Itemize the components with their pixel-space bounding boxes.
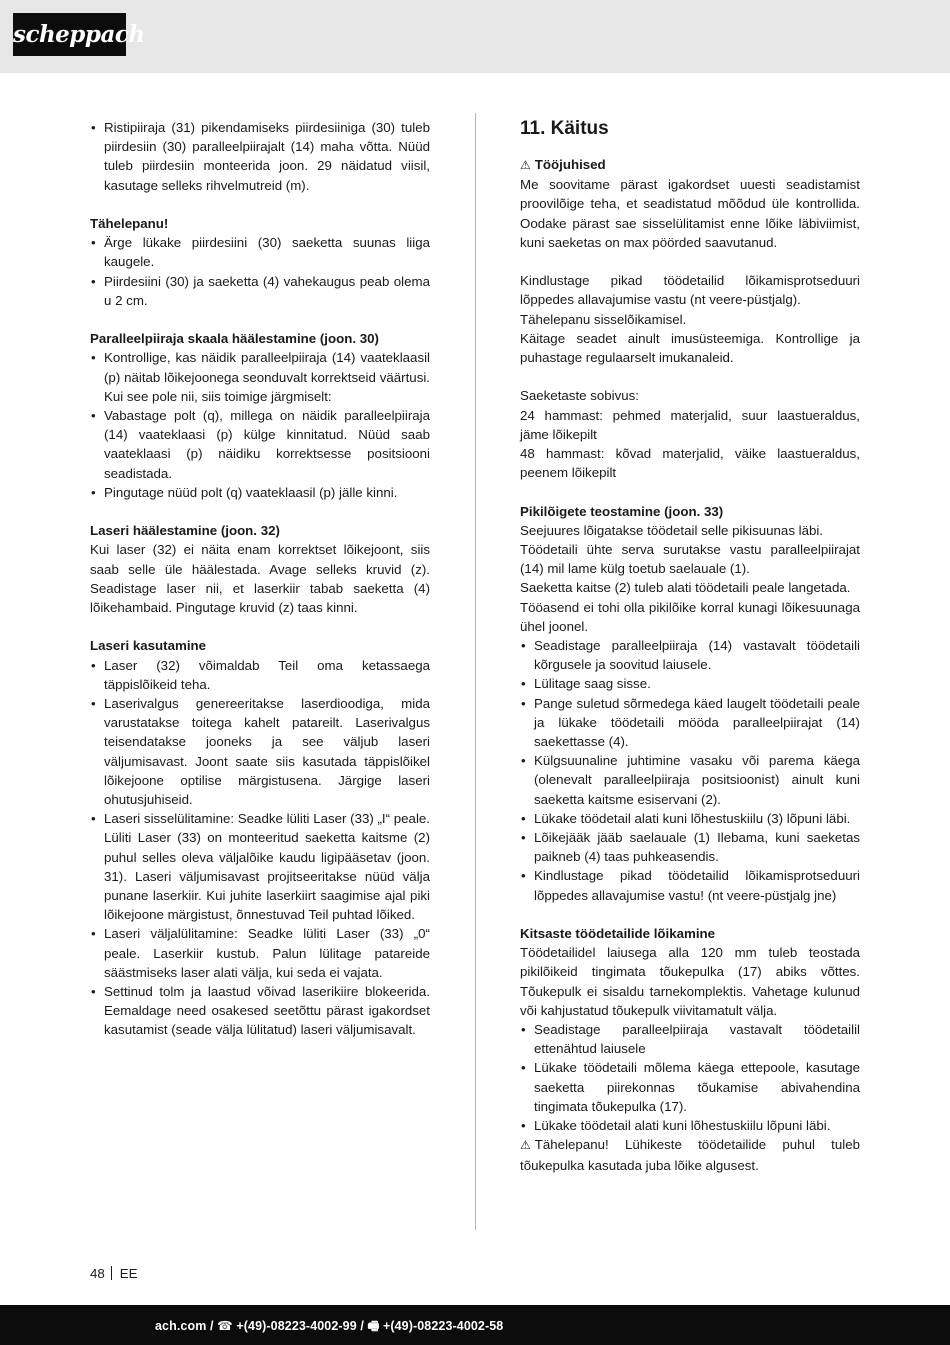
list-item: • Laseri väljalülitamine: Seadke lüliti Laser (33) „0“ peale. Laserkiir kustub. Palun lülitage patareide säästmiseks laser alati välja, kui seda ei vajata. — [90, 924, 430, 982]
work-heading-label: Tööjuhised — [534, 157, 606, 172]
list-item: • Ärge lükake piirdesiini (30) saeketta suunas liiga kaugele. — [90, 233, 430, 271]
list-item: • Settinud tolm ja laastud võivad laserikiire blokeerida. Eemaldage need osakesed seetõttu pärast igakordset kasutamist (seade välja lülitatud) laseri väljumisavalt. — [90, 982, 430, 1040]
extension-list — [90, 118, 430, 195]
list-item: • Lükake töödetaili mõlema käega ettepoole, kasutage saeketta piirekonnas tõukamise abivahendina tingimata tõukepulka (17). — [520, 1058, 860, 1116]
list-item: • Lükake töödetail alati kuni lõhestuskiilu lõpuni läbi. — [520, 1116, 860, 1135]
page-footer — [90, 1265, 138, 1283]
contact-info: ach.com / ☎ +(49)-08223-4002-99 / 🖷 +(49)-08223-4002-58 — [155, 1319, 504, 1333]
list-item: • Lülitage saag sisse. — [520, 674, 860, 693]
rip-line: Töödetaili ühte serva surutakse vastu paralleelpiirajat (14) mil lame külg toetub saelauale (1). — [520, 542, 860, 577]
blades-line: 24 hammast: pehmed materjalid, suur laastueraldus, jäme lõikepilt — [520, 407, 860, 442]
list-item: • Pingutage nüüd polt (q) vaateklaasil (p) jälle kinni. — [90, 483, 430, 502]
list-item: • Vabastage polt (q), millega on näidik paralleelpiiraja (14) vaateklaasi (p) külge kinnitatud. Nüüd saab vaateklaasi (p) näidiku korrektsesse positsiooni seadistada. — [90, 406, 430, 483]
list-item: • Kindlustage pikad töödetailid lõikamisprotseduuri lõppedes allavajumise vastu! (nt veere-püstjalg jne) — [520, 866, 860, 904]
rip-list — [520, 636, 860, 905]
narrow-heading: Kitsaste töödetailide lõikamine — [520, 926, 716, 942]
attention-list — [90, 233, 430, 310]
support-line: Käitage seadet ainult imusüsteemiga. Kontrollige ja puhastage regulaarselt imukanaleid. — [520, 330, 860, 366]
list-item: • Kontrollige, kas näidik paralleelpiiraja (14) vaateklaasil (p) näitab lõikejoonega seonduvalt korrektseid väärtusi. Kui see pole nii, siis toimige järgmiselt: — [90, 348, 430, 406]
narrow-text: Töödetailidel laiusega alla 120 mm tuleb teostada pikilõikeid tingimata tõukepulka (17) abiks võttes. Tõukepulk ei sisaldu tarnekomplektis. Vahetage kulunud või kahjustatud tõukepulk viivitamatult välja. — [520, 945, 860, 1018]
blades-line: 48 hammast: kõvad materjalid, väike laastueraldus, peenem lõikepilt — [520, 446, 860, 481]
list-item: • Pange suletud sõrmedega käed laugelt töödetaili peale ja lükake töödetaili mööda paralleelpiirajat (14) saekettasse (4). — [520, 694, 860, 752]
warning-icon: ⚠ — [520, 1138, 531, 1153]
rip-line: Saeketta kaitse (2) tuleb alati töödetaili peale langetada. — [520, 580, 851, 596]
footer-separator — [111, 1266, 112, 1280]
scale-heading: Paralleelpiiraja skaala häälestamine (joon. 30) — [90, 331, 379, 347]
laser-adjust-text: Kui laser (32) ei näita enam korrektset lõikejoont, siis saab selle üle häälestada. Avage selleks kruvid (z). Seadistage laser nii, et laserkiir tabab saeketta (4) lõikehambaid. Pingutage kruvid (z) taas kinni. — [90, 542, 430, 616]
narrow-warning — [520, 1135, 860, 1174]
list-item: • Lõikejääk jääb saelauale (1) Ilebama, kuni saeketas paikneb (4) taas puhkeasendis. — [520, 828, 860, 866]
narrow-list — [520, 1020, 860, 1135]
laser-adjust-heading: Laseri häälestamine (joon. 32) — [90, 523, 280, 539]
list-item: • Seadistage paralleelpiiraja (14) vastavalt töödetaili kõrgusele ja soovitud laiusele. — [520, 636, 860, 674]
rip-line: Tööasend ei tohi olla pikilõike korral kunagi lõikesuunaga ühel joonel. — [520, 599, 860, 634]
support-line: Kindlustage pikad töödetailid lõikamisprotseduuri lõppedes allavajumise vastu (nt veere-püstjalg). — [520, 273, 860, 308]
page-number: 48 — [90, 1266, 105, 1281]
scale-list — [90, 348, 430, 502]
section-title: 11. Käitus — [520, 118, 609, 139]
list-item: • Laserivalgus genereeritakse laserdioodiga, mida varustatakse toitega kahelt patareilt. Laserivalgus teisendatakse jooneks ja see väljub laseri väljumisavast. Joont saate siis kasutada täppislõikel lõikejoone optilise märgistusena. Järgige laseri ohutusjuhiseid. — [90, 694, 430, 809]
warning-icon: ⚠ — [520, 158, 531, 172]
column-divider — [475, 113, 476, 1230]
page-header — [0, 0, 950, 73]
list-item: • Lükake töödetail alati kuni lõhestuskiilu (3) lõpuni läbi. — [520, 809, 860, 828]
language-code: EE — [119, 1266, 138, 1281]
blades-intro: Saeketaste sobivus: — [520, 388, 640, 404]
laser-use-list — [90, 656, 430, 1040]
support-line: Tähelepanu sisselõikamisel. — [520, 311, 687, 327]
right-column — [520, 118, 860, 1175]
list-item: • Ristipiiraja (31) pikendamiseks piirdesiiniga (30) tuleb piirdesiin (30) paralleelpiirajalt (14) maha võtta. Nüüd tuleb piirdesiin monteerida joon. 29 näidatud viisil, kasutage selleks rihvelmutreid (m). — [90, 118, 430, 195]
list-item: • Piirdesiini (30) ja saeketta (4) vahekaugus peab olema u 2 cm. — [90, 272, 430, 310]
narrow-warning-text: Tähelepanu! Lühikeste töödetailide puhul tuleb tõukepulka kasutada juba lõike algusest. — [520, 1137, 860, 1173]
list-item: • Laseri sisselülitamine: Seadke lüliti Laser (33) „I“ peale. Lüliti Laser (33) on monteeritud saeketta kaitsme (2) puhul selles oleva väljalõike kaudu ligipääsetav (joon. 31). Laseri väljumisavast projitseeritakse nüüd välja punane laserkiir. Kui juhite laserkiirt saagimise ajal piki lõikejoone märgistust, õnnestuvad Teil puhtad lõiked. — [90, 809, 430, 924]
brand-logo: scheppach — [13, 13, 126, 56]
work-heading — [520, 155, 860, 175]
list-item: • Laser (32) võimaldab Teil oma ketassaega täppislõikeid teha. — [90, 656, 430, 694]
list-item: • Seadistage paralleelpiiraja vastavalt töödetailil ettenähtud laiusele — [520, 1020, 860, 1058]
rip-line: Seejuures lõigatakse töödetail selle pikisuunas läbi. — [520, 522, 824, 538]
list-item: • Külgsuunaline juhtimine vasaku või parema käega (olenevalt paralleelpiiraja positsioonist) ainult kuni saeketta kaitsme esiservani (2). — [520, 751, 860, 809]
rip-heading: Pikilõigete teostamine (joon. 33) — [520, 503, 724, 519]
work-text: Me soovitame pärast igakordset uuesti seadistamist proovilõige teha, et seadistatud mõõdud üle kontrollida. Oodake pärast sae sisselülitamist enne lõike läbiviimist, kuni saeketas on max pöörded saavutanud. — [520, 177, 860, 250]
attention-heading: Tähelepanu! — [90, 216, 169, 231]
laser-use-heading: Laseri kasutamine — [90, 638, 207, 654]
left-column — [90, 118, 430, 1040]
